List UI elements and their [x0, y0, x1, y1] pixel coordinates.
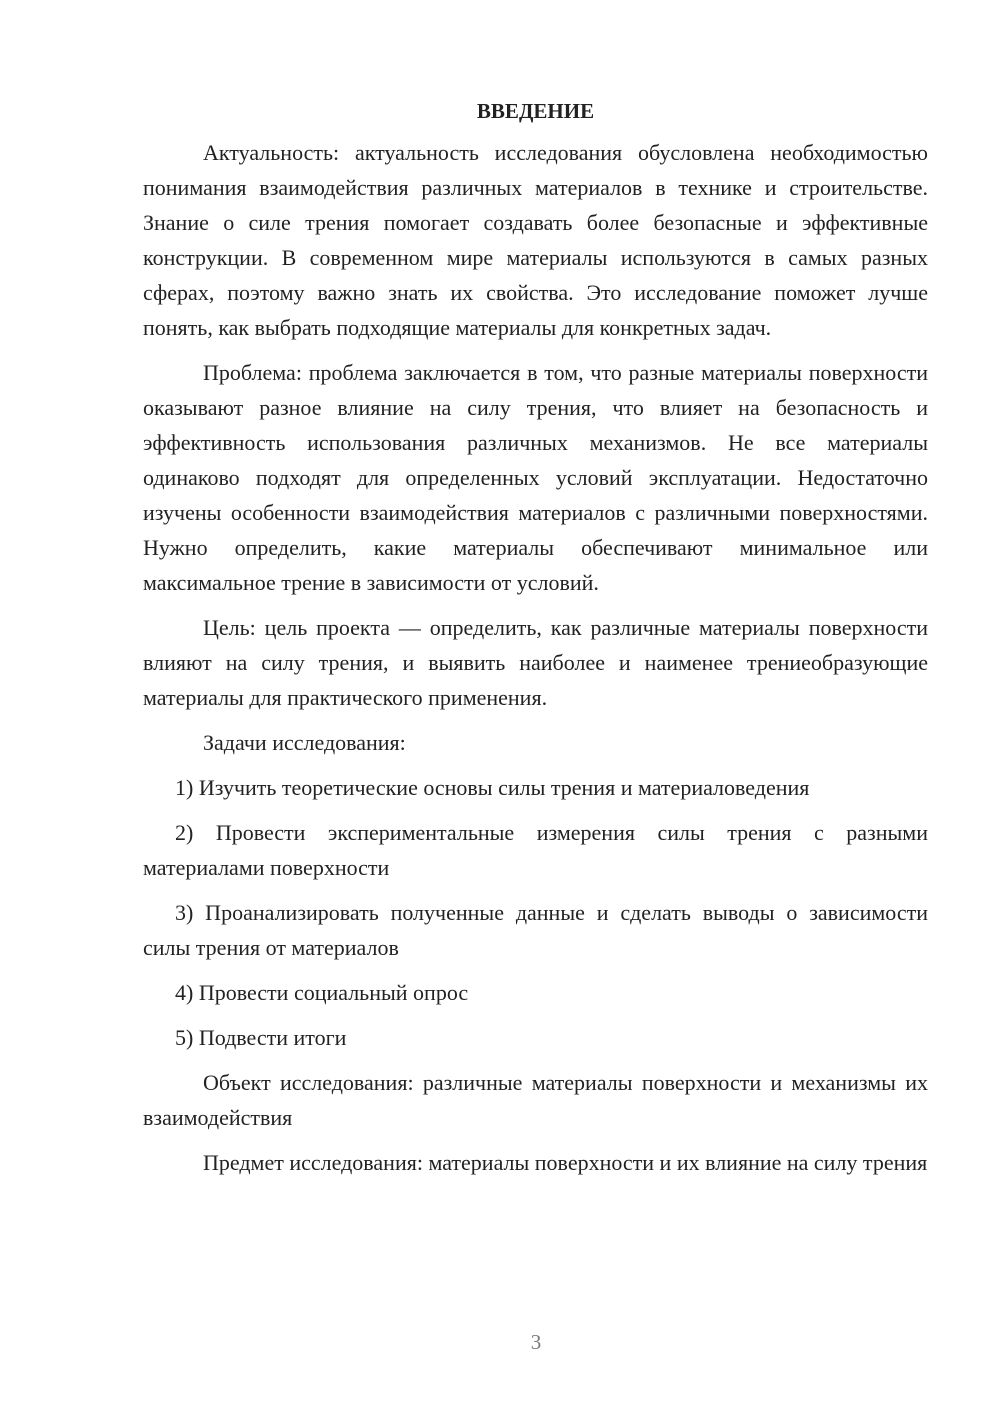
problem-paragraph: Проблема: проблема заключается в том, что разные материалы поверхности оказывают разное влияние на силу трения, что влияет на безопасность и эффективность использования различных механизмов. Не все материалы одинаково подходят для определенных условий эксплуатации. Недостаточно изучены особенности взаимодействия материалов с различными поверхностями. Нужно определить, какие материалы обеспечивают минимальное или максимальное трение в зависимости от условий. — [143, 360, 928, 595]
page-number: 3 — [530, 1330, 542, 1354]
task-item: 3) Проанализировать полученные данные и сделать выводы о зависимости силы трения от материалов — [143, 900, 928, 960]
object-paragraph: Объект исследования: различные материалы поверхности и механизмы их взаимодействия — [143, 1070, 928, 1130]
document-body — [143, 94, 928, 1190]
goal-paragraph: Цель: цель проекта — определить, как различные материалы поверхности влияют на силу трения, и выявить наиболее и наименее трениеобразующие материалы для практического применения. — [143, 615, 928, 710]
task-item: 1) Изучить теоретические основы силы трения и материаловедения — [175, 775, 810, 800]
subject-paragraph: Предмет исследования: материалы поверхности и их влияние на силу трения — [203, 1150, 928, 1175]
tasks-title: Задачи исследования: — [203, 730, 406, 755]
task-item: 5) Подвести итоги — [175, 1025, 347, 1050]
task-item: 4) Провести социальный опрос — [175, 980, 469, 1005]
task-item: 2) Провести экспериментальные измерения силы трения с разными материалами поверхности — [143, 820, 928, 880]
relevance-paragraph: Актуальность: актуальность исследования обусловлена необходимостью понимания взаимодействия различных материалов в технике и строительстве. Знание о силе трения помогает создавать более безопасные и эффективные конструкции. В современном мире материалы используются в самых разных сферах, поэтому важно знать их свойства. Это исследование поможет лучше понять, как выбрать подходящие материалы для конкретных задач. — [143, 140, 928, 340]
page-heading: ВВЕДЕНИЕ — [476, 99, 595, 123]
